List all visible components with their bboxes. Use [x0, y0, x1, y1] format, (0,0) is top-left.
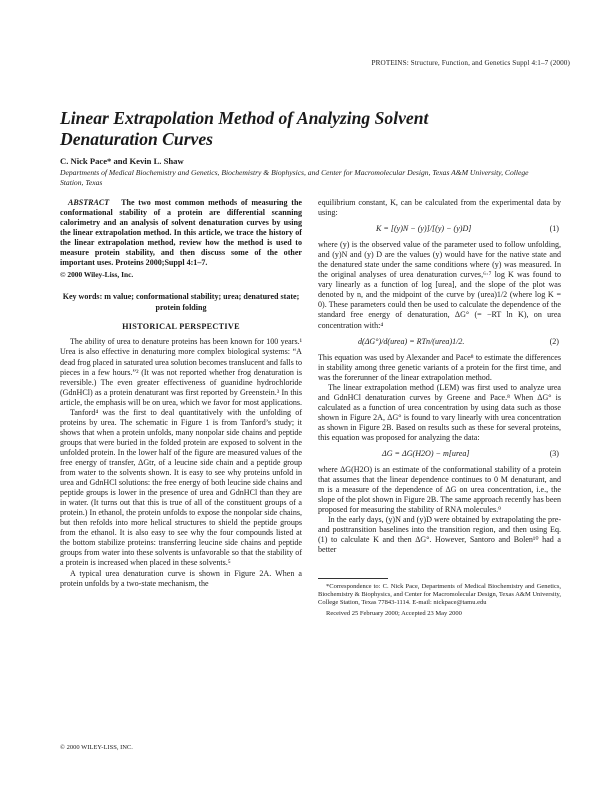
body-paragraph: where ΔG(H2O) is an estimate of the conformational stability of a protein that assumes that the linear dependence continues to 0 M denaturant, and m is a measure of the dependence of ΔG on urea concentration, i.e., the slope of the plot shown in Figure 2B. The same approach recently has been proposed for measuring the stability of RNA molecules.⁹ — [318, 465, 561, 515]
keywords-label: Key words: — [62, 292, 103, 302]
equation-text: ΔG = ΔG(H2O) − m[urea] — [382, 449, 470, 459]
received-date: Received 25 February 2000; Accepted 23 May 2000 — [326, 610, 462, 618]
equation-number: (3) — [549, 449, 559, 459]
body-paragraph: A typical urea denaturation curve is shown in Figure 2A. When a protein unfolds by a two-state mechanism, the — [60, 568, 302, 588]
running-head: PROTEINS: Structure, Function, and Genetics Suppl 4:1–7 (2000) — [371, 59, 570, 67]
equation-text: K = [(y)N − (y)]/[(y) − (y)D] — [376, 224, 472, 234]
author-list: C. Nick Pace* and Kevin L. Shaw — [60, 156, 184, 166]
keywords-text: m value; conformational stability; urea; denatured state; protein folding — [104, 292, 300, 312]
abstract-text: The two most common methods of measuring the conformational stability of a protein are differential scanning calorimetry and an analysis of solvent denaturation curves by using the linear extrapolation method. In this article, we trace the history of the linear extrapolation method, review how the method is used to measure protein stability, and then discuss some of the other important uses. Proteins 2000;Suppl 4:1–7. — [60, 198, 302, 268]
body-paragraph: Tanford⁴ was the first to deal quantitatively with the unfolding of proteins by urea. The schematic in Figure 1 is from Tanford’s study; it shows that when a protein unfolds, many nonpolar side chains and peptide groups that were buried in the folded protein are exposed to solvent in the unfolded protein. In the lower half of the figure are measured values of the free energy of transfer, ΔGtr, of a leucine side chain and a peptide group from water to the solvents shown. It is easy to see why proteins unfold in urea and GdnHCl solutions: the free energy of both leucine side chains and peptide groups is lower in the presence of urea and GdnHCl than they are in water. (It turns out that this is true of all of the constituent groups of a protein.) In ethanol, the protein unfolds to expose the nonpolar side chains, but then refolds into more helical structures to shield the peptide groups from the ethanol. It is also easy to see why the four compounds listed at the bottom stabilize proteins: transferring leucine side chains and peptide groups from water into these solvents is unfavorable so that the stability of a protein is increased when placed in these solvents.⁵ — [60, 407, 302, 568]
abstract-copyright: © 2000 Wiley-Liss, Inc. — [60, 270, 134, 280]
article-title: Linear Extrapolation Method of Analyzing Solvent Denaturation Curves — [60, 108, 429, 149]
body-paragraph: equilibrium constant, K, can be calculated from the experimental data by using: — [318, 198, 561, 218]
body-paragraph: In the early days, (y)N and (y)D were obtained by extrapolating the pre- and posttransition baselines into the transition region, and then using Eq. (1) to calculate K and then ΔG°. However, Santoro and Bolen¹⁰ had a better — [318, 515, 561, 555]
equation-number: (1) — [549, 224, 559, 234]
equation-3 — [318, 449, 561, 459]
body-paragraph: The ability of urea to denature proteins has been known for 100 years.¹ Urea is also effective in denaturing more complex biological systems: “A dead frog placed in saturated urea solution becomes translucent and falls to pieces in a few hours.”² (It was not reported whether frog denaturation is reversible.) The even greater effectiveness of guanidine hydrochloride (GdnHCl) as a protein denaturant was first reported by Greenstein.³ In this article, the emphasis will be on urea, which we favor for most applications. — [60, 337, 303, 407]
equation-text: d(ΔG°)/d(urea) = RTn/(urea)1/2. — [358, 336, 465, 346]
body-paragraph: The linear extrapolation method (LEM) was first used to analyze urea and GdnHCl denaturation curves by Greene and Pace.⁸ When ΔG° is calculated as a function of urea concentration by using data such as those shown in Figure 2A, ΔG° is found to vary linearly with urea concentration as shown in Figure 2B. Based on results such as these for several proteins, this equation was proposed for analyzing the data: — [318, 382, 561, 442]
correspondence-footnote: *Correspondence to: C. Nick Pace, Departments of Medical Biochemistry and Genetics, Biochemistry & Biophysics, and Center for Macromolecular Design, Texas A&M University, College Station, Texas 77843-1114. E-mail: nickpace@tamu.edu — [318, 582, 561, 606]
body-paragraph: This equation was used by Alexander and Pace⁸ to estimate the differences in stability among three genetic variants of a protein for the first time, and was the forerunner of the linear extrapolation method. — [318, 352, 561, 382]
right-column — [318, 198, 561, 619]
abstract — [60, 198, 302, 268]
keywords — [60, 292, 302, 313]
affiliation: Departments of Medical Biochemistry and Genetics, Biochemistry & Biophysics, and Center for Macromolecular Design, Texas A&M University, College Station, Texas — [60, 168, 529, 187]
equation-1 — [318, 224, 561, 234]
left-column — [60, 198, 302, 589]
footnote-divider — [318, 578, 388, 579]
section-heading: HISTORICAL PERSPECTIVE — [122, 322, 240, 332]
abstract-label: ABSTRACT — [68, 198, 110, 207]
body-paragraph: where (y) is the observed value of the parameter used to follow unfolding, and (y)N and (y) D are the values (y) would have for the native state and the denatured state under the same conditions where (y) was measured. In the original analyses of urea denaturation curves,⁶·⁷ log K was found to vary linearly as a function of log [urea], and the slope of the plot was denoted by n, and the midpoint of the curve by (urea)1/2 (where log K = 0). These parameters could then be used to calculate the dependence of the standard free energy of denaturation, ΔG° (= −RT ln K), on urea concentration with:⁴ — [318, 240, 561, 330]
equation-2 — [318, 337, 561, 347]
page-footer: © 2000 WILEY-LISS, INC. — [60, 744, 133, 751]
equation-number: (2) — [549, 336, 559, 346]
